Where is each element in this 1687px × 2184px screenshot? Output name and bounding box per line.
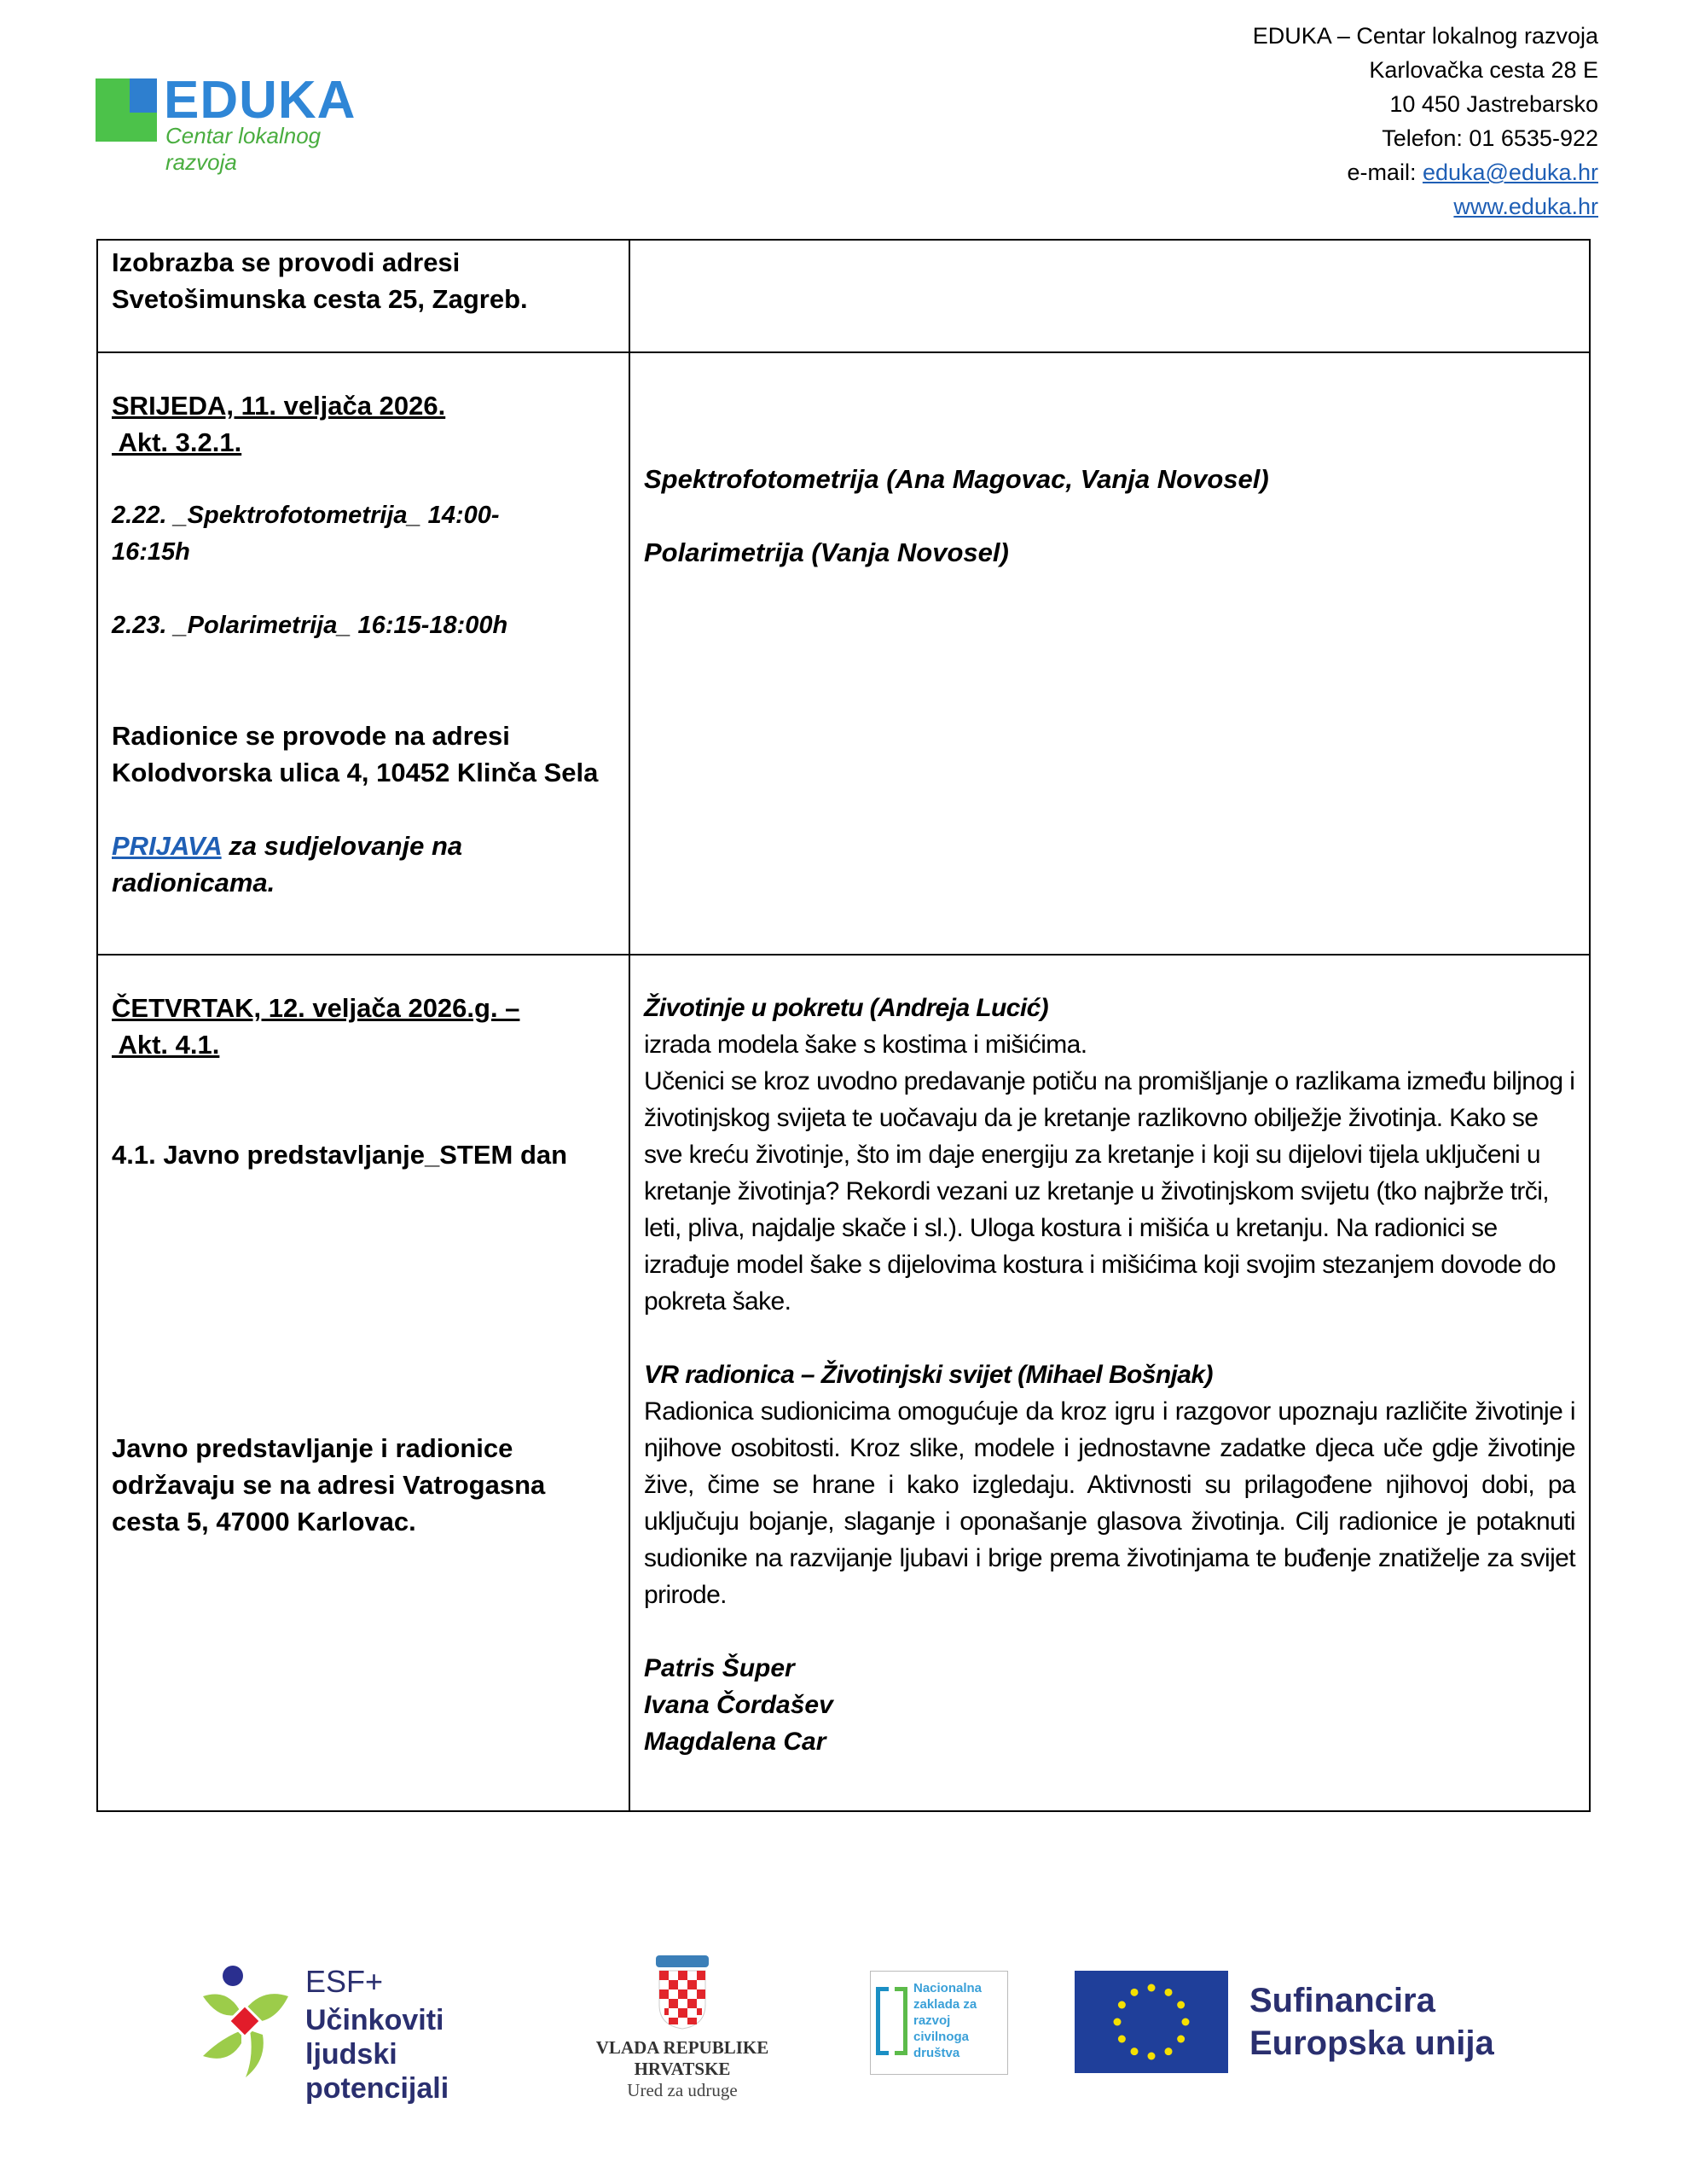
table-cell xyxy=(97,955,629,1811)
bracket-right-icon xyxy=(895,1987,907,2055)
activity-code: Akt. 4.1. xyxy=(112,1030,220,1060)
staff-name: Ivana Čordašev xyxy=(644,1691,833,1719)
register-text: radionicama. xyxy=(112,868,275,897)
table-row xyxy=(97,955,1590,1811)
eu-star-icon xyxy=(1118,2001,1126,2009)
eu-star-icon xyxy=(1148,2053,1156,2060)
session-item: 16:15h xyxy=(112,538,190,566)
table-cell xyxy=(97,240,629,352)
location-line: Kolodvorska ulica 4, 10452 Klinča Sela xyxy=(112,758,599,787)
email-link[interactable]: eduka@eduka.hr xyxy=(1422,160,1598,185)
eu-cofunded-logo xyxy=(1075,1971,1501,2073)
day-date: ČETVRTAK, 12. veljača 2026.g. – xyxy=(112,993,520,1023)
esf-figure-icon xyxy=(194,1962,297,2082)
location-line: Izobrazba se provodi adresi xyxy=(112,247,461,277)
schedule-table xyxy=(96,239,1591,1812)
workshop-title: Životinje u pokretu (Andreja Lucić) xyxy=(644,994,1049,1022)
location-line: Javno predstavljanje i radionice xyxy=(112,1433,513,1463)
eu-star-icon xyxy=(1182,2018,1190,2026)
eu-star-icon xyxy=(1131,2048,1139,2055)
contact-email-line xyxy=(1253,155,1598,189)
nzrcd-logo xyxy=(870,1971,1008,2075)
esf-title: ESF+ xyxy=(305,1964,384,1999)
contact-phone: Telefon: 01 6535-922 xyxy=(1382,125,1598,151)
table-cell xyxy=(629,352,1590,955)
workshop-lecturer: Spektrofotometrija (Ana Magovac, Vanja Novosel) xyxy=(644,464,1269,494)
vlada-title: VLADA REPUBLIKE HRVATSKE xyxy=(595,2037,769,2079)
eu-star-icon xyxy=(1177,2001,1185,2009)
eu-flag-icon xyxy=(1075,1971,1228,2073)
staff-name: Magdalena Car xyxy=(644,1728,826,1756)
contact-city: 10 450 Jastrebarsko xyxy=(1389,91,1598,117)
eduka-logo xyxy=(94,71,367,175)
eu-star-icon xyxy=(1165,1989,1173,1996)
logo-subtitle: Centar lokalnog razvoja xyxy=(165,123,322,175)
nzrcd-line: civilnoga xyxy=(913,2030,970,2044)
contact-street: Karlovačka cesta 28 E xyxy=(1369,57,1598,83)
session-item: 2.23. _Polarimetrija_ 16:15-18:00h xyxy=(112,612,508,639)
nzrcd-line: Nacionalna xyxy=(913,1981,983,1995)
session-item: 4.1. Javno predstavljanje_STEM dan xyxy=(112,1140,568,1170)
eu-star-icon xyxy=(1118,2036,1126,2043)
eu-star-icon xyxy=(1114,2018,1122,2026)
table-cell xyxy=(629,955,1590,1811)
eu-line: Sufinancira xyxy=(1249,1982,1435,2019)
footer-logos xyxy=(0,1945,1687,2105)
nzrcd-line: društva xyxy=(913,2046,960,2060)
table-cell xyxy=(97,352,629,955)
table-row xyxy=(97,240,1590,352)
esf-logo xyxy=(194,1962,527,2105)
esf-line: potencijali xyxy=(305,2072,449,2105)
day-date: SRIJEDA, 11. veljača 2026. xyxy=(112,391,446,421)
workshop-title: VR radionica – Životinjski svijet (Mihael Bošnjak) xyxy=(644,1361,1213,1389)
logo-title: EDUKA xyxy=(164,71,357,130)
activity-code: Akt. 3.2.1. xyxy=(112,427,242,457)
nzrcd-line: zaklada za xyxy=(913,1997,977,2012)
location-line: Svetošimunska cesta 25, Zagreb. xyxy=(112,284,528,314)
eu-star-icon xyxy=(1165,2048,1173,2055)
contact-block xyxy=(1253,19,1598,224)
location-line: Radionice se provode na adresi xyxy=(112,721,510,751)
email-label: e-mail: xyxy=(1347,160,1423,185)
location-line: cesta 5, 47000 Karlovac. xyxy=(112,1507,416,1536)
location-line: održavaju se na adresi Vatrogasna xyxy=(112,1470,546,1500)
staff-name: Patris Šuper xyxy=(644,1654,795,1682)
bracket-left-icon xyxy=(876,1987,889,2055)
eu-star-icon xyxy=(1131,1989,1139,1996)
workshop-subtitle: izrada modela šake s kostima i mišićima. xyxy=(644,1031,1087,1059)
table-cell xyxy=(629,240,1590,352)
website-link[interactable]: www.eduka.hr xyxy=(1453,194,1598,219)
table-row xyxy=(97,352,1590,955)
register-text: za sudjelovanje na xyxy=(221,831,463,861)
vlada-subtitle: Ured za udruge xyxy=(627,2080,738,2100)
logo-blue-square xyxy=(130,78,157,113)
eu-star-icon xyxy=(1148,1984,1156,1992)
session-item: 2.22. _Spektrofotometrija_ 14:00- xyxy=(112,502,500,529)
register-link[interactable]: PRIJAVA xyxy=(112,831,222,861)
nzrcd-line: razvoj xyxy=(913,2013,951,2028)
workshop-description: Učenici se kroz uvodno predavanje potiču na promišljanje o razlikama između biljnog i životinjskog svijeta te uočavaju da je kretanje razlikovno obilježje životinja. Kako se sve kreću životinje, što im daje energiju za kretanje i koji su dijelovi tijela uključeni u kretanje životinja? Rekordi vezani uz kretanje u životinjskom svijetu (tko najbrže trči, leti, pliva, najdalje skače i sl.). Uloga kostura i mišića u kretanju. Na radionici se izrađuje model šake s dijelovima kostura i mišićima koji svojim stezanjem dovode do pokreta šake. xyxy=(644,1067,1575,1316)
vlada-logo xyxy=(546,1954,819,2100)
contact-org: EDUKA – Centar lokalnog razvoja xyxy=(1252,23,1598,49)
eu-star-icon xyxy=(1177,2036,1185,2043)
eu-line: Europska unija xyxy=(1249,2024,1494,2062)
workshop-lecturer: Polarimetrija (Vanja Novosel) xyxy=(644,537,1009,567)
workshop-description: Radionica sudionicima omogućuje da kroz igru i razgovor upoznaju različite životinje i njihove osobitosti. Kroz slike, modele i jednostavne zadatke djeca uče gdje životinje žive, čime se hrane i kako izgledaju. Aktivnosti su prilagođene njihovoj dobi, pa uključuju bojanje, slaganje i oponašanje glasova životinja. Cilj radionice je potaknuti sudionike na razvijanje ljubavi i brige prema životinjama te buđenje znatiželje za svijet prirode. xyxy=(644,1397,1575,1609)
esf-line: Učinkoviti ljudski xyxy=(305,2004,444,2071)
croatian-coat-of-arms-icon xyxy=(652,1954,712,2030)
